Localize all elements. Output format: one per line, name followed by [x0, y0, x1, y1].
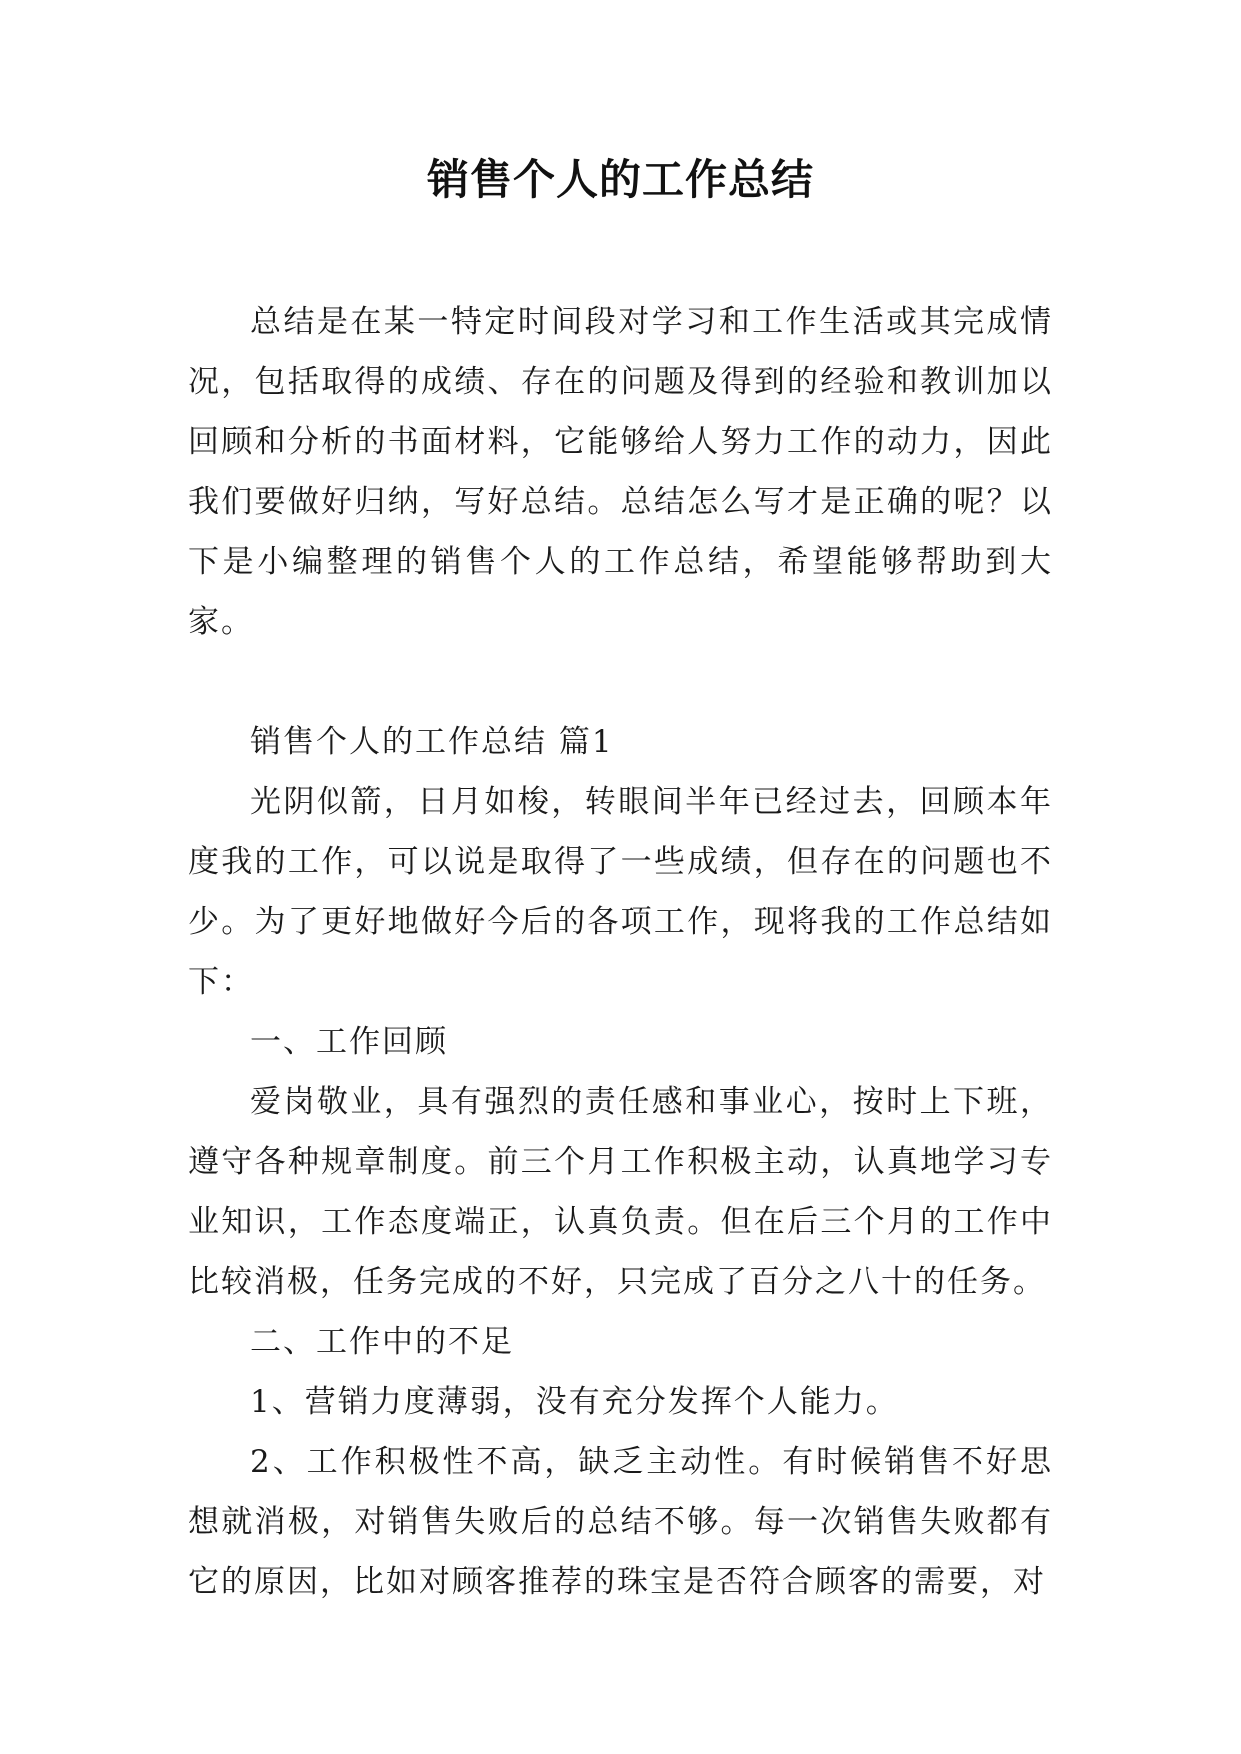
- intro-paragraph: 总结是在某一特定时间段对学习和工作生活或其完成情况，包括取得的成绩、存在的问题及得到的经验和教训加以回顾和分析的书面材料，它能够给人努力工作的动力，因此我们要做好归纳，写好总结。总结怎么写才是正确的呢？以下是小编整理的销售个人的工作总结，希望能够帮助到大家。: [188, 304, 1053, 640]
- opening-paragraph: 光阴似箭，日月如梭，转眼间半年已经过去，回顾本年度我的工作，可以说是取得了一些成绩，但存在的问题也不少。为了更好地做好今后的各项工作，现将我的工作总结如下：: [188, 784, 1053, 1000]
- review-paragraph: 爱岗敬业，具有强烈的责任感和事业心，按时上下班，遵守各种规章制度。前三个月工作积极主动，认真地学习专业知识，工作态度端正，认真负责。但在后三个月的工作中比较消极，任务完成的不好，只完成了百分之八十的任务。: [188, 1084, 1053, 1300]
- section-heading-part-1: 销售个人的工作总结 篇1: [250, 724, 614, 760]
- section-heading-shortcomings: 二、工作中的不足: [250, 1324, 514, 1360]
- shortcoming-item-1: 1、营销力度薄弱，没有充分发挥个人能力。: [250, 1384, 899, 1420]
- shortcoming-item-2: 2、工作积极性不高，缺乏主动性。有时候销售不好思想就消极，对销售失败后的总结不够。每一次销售失败都有它的原因，比如对顾客推荐的珠宝是否符合顾客的需要，对: [188, 1444, 1053, 1600]
- document-title: 销售个人的工作总结: [426, 155, 814, 204]
- section-heading-review: 一、工作回顾: [250, 1024, 448, 1060]
- document-body: [188, 292, 1053, 1612]
